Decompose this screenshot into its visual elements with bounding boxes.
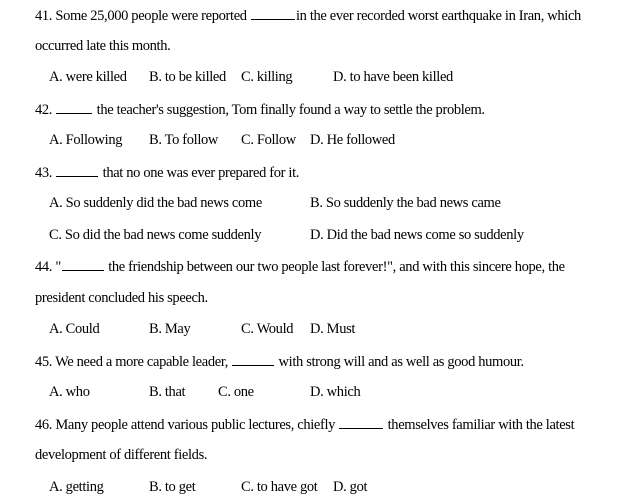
q41-option-b: B. to be killed bbox=[149, 69, 226, 85]
q46-blank bbox=[339, 415, 383, 429]
q41-option-c: C. killing bbox=[241, 69, 293, 85]
q46-stem-text-b: themselves familiar with the latest bbox=[384, 417, 575, 433]
q41-stem-text-b: in the ever recorded worst earthquake in Iran, which bbox=[295, 8, 581, 24]
q43-option-c: C. So did the bad news come suddenly bbox=[49, 227, 262, 243]
q42-option-a: A. Following bbox=[49, 132, 123, 148]
q43-stem-text-b: that no one was ever prepared for it. bbox=[99, 165, 300, 181]
q42-option-b: B. To follow bbox=[149, 132, 219, 148]
q45-option-c: C. one bbox=[218, 384, 254, 400]
q44-stem-line-1 bbox=[35, 257, 565, 275]
q46-stem-line-2 bbox=[35, 446, 207, 464]
q43-stem-line-1 bbox=[35, 163, 299, 181]
q41-blank bbox=[251, 6, 295, 20]
q43-blank bbox=[56, 163, 98, 177]
q42-blank bbox=[56, 100, 92, 114]
q41-stem-line-2 bbox=[35, 37, 170, 55]
q42-stem-line-1 bbox=[35, 100, 485, 118]
q44-stem-line-2 bbox=[35, 289, 208, 307]
q41-option-a: A. were killed bbox=[49, 69, 127, 85]
q44-option-b: B. May bbox=[149, 321, 191, 337]
q43-stem-text-a: 43. bbox=[35, 165, 56, 181]
q46-option-c: C. to have got bbox=[241, 479, 318, 495]
q45-option-d: D. which bbox=[310, 384, 361, 400]
q46-stem-text-a: 46. Many people attend various public lectures, chiefly bbox=[35, 417, 339, 433]
q46-option-d: D. got bbox=[333, 479, 368, 495]
q43-option-d: D. Did the bad news come so suddenly bbox=[310, 227, 524, 243]
q45-option-b: B. that bbox=[149, 384, 186, 400]
q44-stem-text-a: 44. " bbox=[35, 259, 61, 275]
q42-stem-text-b: the teacher's suggestion, Tom finally found a way to settle the problem. bbox=[93, 102, 485, 118]
q44-stem-text-c: president concluded his speech. bbox=[35, 290, 208, 306]
q44-option-a: A. Could bbox=[49, 321, 100, 337]
q44-stem-text-b: the friendship between our two people last forever!", and with this sincere hope, the bbox=[104, 259, 565, 275]
q44-option-d: D. Must bbox=[310, 321, 356, 337]
q44-option-c: C. Would bbox=[241, 321, 294, 337]
q42-option-c: C. Follow bbox=[241, 132, 296, 148]
q44-blank bbox=[62, 257, 104, 271]
q42-stem-text-a: 42. bbox=[35, 102, 56, 118]
q45-stem-text-a: 45. We need a more capable leader, bbox=[35, 354, 232, 370]
q45-option-a: A. who bbox=[49, 384, 90, 400]
q46-stem-text-c: development of different fields. bbox=[35, 447, 208, 463]
q46-stem-line-1 bbox=[35, 415, 574, 433]
q42-option-d: D. He followed bbox=[310, 132, 395, 148]
q46-option-a: A. getting bbox=[49, 479, 104, 495]
q41-option-d: D. to have been killed bbox=[333, 69, 453, 85]
q45-blank bbox=[232, 352, 274, 366]
q41-stem-text-c: occurred late this month. bbox=[35, 38, 171, 54]
q45-stem-line-1 bbox=[35, 352, 524, 370]
q45-stem-text-b: with strong will and as well as good humour. bbox=[275, 354, 524, 370]
q41-stem-text-a: 41. Some 25,000 people were reported bbox=[35, 8, 250, 24]
q46-option-b: B. to get bbox=[149, 479, 196, 495]
q43-option-a: A. So suddenly did the bad news come bbox=[49, 195, 262, 211]
q41-stem-line-1 bbox=[35, 6, 581, 24]
q43-option-b: B. So suddenly the bad news came bbox=[310, 195, 501, 211]
